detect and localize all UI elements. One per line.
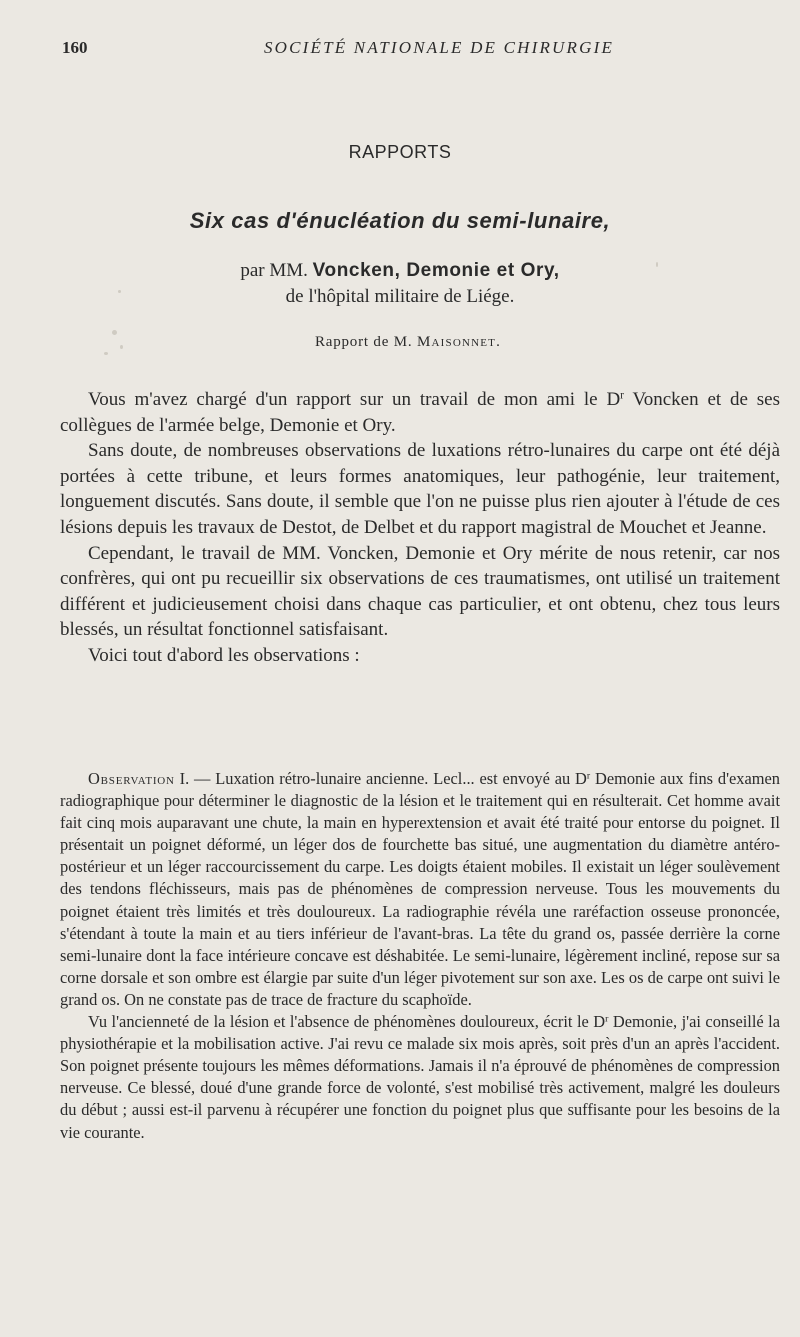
report-prefix: Rapport de M. bbox=[314, 334, 417, 350]
observation-1 bbox=[60, 768, 780, 1144]
paragraph-4: Voici tout d'abord les observations : bbox=[88, 644, 360, 666]
observation-paragraph-2 bbox=[60, 1011, 780, 1144]
paragraph-2: Sans doute, de nombreuses observations de luxations rétro-lunaires du carpe ont été déjà portées à cette tribune, et leurs formes anatomiques, leur pathogénie, leur traitement, longuement discutés. Sans doute, il semble que l'on ne puisse plus rien ajouter à l'étude de ces lésions depuis les travaux de Destot, de Delbet et du rapport magistral de Mouchet et Jeanne. bbox=[60, 440, 780, 538]
observation-text-cont: Demonie aux fins d'examen radiographique pour déterminer le diagnostic de la lésion et le traitement qui en résulterait. Cet homme avait fait cinq mois auparavant une chute, la main en hyperextension et avait été traité pour entorse du poignet. Il présentait un poignet déformé, un léger dos de fourchette bas situé, une augmentation du diamètre antéro-postérieur et un léger raccourcissement du carpe. Les doigts étaient mobiles. Il existait un léger soulèvement des tendons fléchisseurs, mais pas de phénomènes de compression nerveuse. Tous les mouvements du poignet étaient très limités et très douloureux. La radiographie révéla une raréfaction osseuse prononcée, s'étendant à toute la main et au tiers inférieur de l'avant-bras. La tête du grand os, passée derrière la corne semi-lunaire dont la face intérieure concave est déshabitée. Le semi-lunaire, légèrement incliné, repose sur sa corne dorsale et son ombre est élargie par suite d'un léger pivotement sur son axe. Les os de carpe ont suivi le grand os. On ne constate pas de trace de fracture du scaphoïde. bbox=[60, 769, 780, 1009]
paragraph-1-text: Vous m'avez chargé d'un rapport sur un travail de mon ami le D bbox=[88, 389, 621, 410]
paper-speck bbox=[118, 290, 121, 293]
paper-speck bbox=[120, 345, 123, 349]
observation-label: Observation bbox=[88, 769, 175, 788]
doctor-abbrev-sup: r bbox=[605, 1013, 609, 1025]
page-number: 160 bbox=[62, 38, 88, 57]
observation-2-text: Vu l'ancienneté de la lésion et l'absence de phénomènes douloureux, écrit le D bbox=[88, 1012, 606, 1032]
paper-speck bbox=[112, 330, 117, 335]
reporter-name: Maisonnet. bbox=[416, 334, 502, 350]
observation-text: Luxation rétro-lunaire ancienne. Lecl... est envoyé au D bbox=[215, 769, 587, 788]
body-text bbox=[60, 387, 780, 669]
doctor-abbrev-sup: r bbox=[586, 770, 591, 782]
observation-2-text-cont: Demonie, j'ai conseillé la physiothérapie et la mobilisation active. J'ai revu ce malade six mois après, soit près d'un an après l'accident. Son poignet présente toujours les mêmes déformations. Jamais il n'a éprouvé de phénomènes de compression nerveuse. Ce blessé, doué d'une grande force de volonté, s'est mobilisé très activement, malgré les douleurs du début ; aussi est-il parvenu à récupérer une fonction du poignet plus que suffisante pour les besoins de la vie courante. bbox=[60, 1012, 780, 1142]
running-header bbox=[58, 38, 760, 62]
paragraph-1 bbox=[60, 387, 780, 438]
article-title: Six cas d'énucléation du semi-lunaire, bbox=[189, 208, 611, 233]
paper-speck bbox=[104, 352, 108, 355]
authors-line bbox=[0, 258, 800, 284]
observation-paragraph-1 bbox=[60, 768, 780, 1011]
paper-speck bbox=[656, 262, 658, 267]
observation-number: I. — bbox=[174, 769, 216, 788]
doctor-abbrev-sup: r bbox=[620, 389, 624, 402]
authors: Voncken, Demonie et Ory, bbox=[312, 260, 560, 281]
journal-title: SOCIÉTÉ NATIONALE DE CHIRURGIE bbox=[263, 38, 615, 57]
paragraph-3: Cependant, le travail de MM. Voncken, Demonie et Ory mérite de nous retenir, car nos confrères, qui ont pu recueillir six observations de ces traumatismes, ont utilisé un traitement différent et judicieusement choisi dans chaque cas particulier, et ont obtenu, chez tous leurs blessés, un résultat fonctionnel satisfaisant. bbox=[60, 542, 780, 641]
section-title: RAPPORTS bbox=[348, 142, 452, 162]
byline bbox=[0, 258, 800, 310]
paragraph-1-text-cont: Voncken et de ses collègues de l'armée belge, Demonie et Ory. bbox=[60, 389, 780, 436]
affiliation: de l'hôpital militaire de Liége. bbox=[285, 286, 515, 307]
byline-prefix: par MM. bbox=[240, 260, 313, 281]
